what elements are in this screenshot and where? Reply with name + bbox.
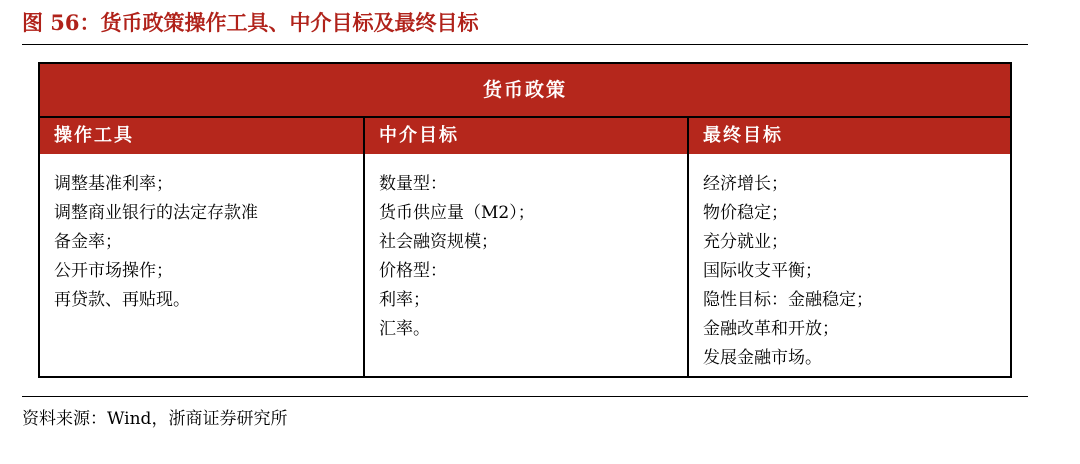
list-item: 再贷款、再贴现。 bbox=[54, 290, 190, 310]
figure-title: 图 56：货币政策操作工具、中介目标及最终目标 bbox=[22, 10, 479, 35]
list-item: 金融改革和开放； bbox=[703, 319, 839, 339]
list-item: 备金率； bbox=[54, 232, 122, 252]
column-header-tools: 操作工具 bbox=[40, 118, 363, 154]
source-rule bbox=[22, 396, 1028, 397]
list-item: 数量型： bbox=[379, 174, 447, 194]
list-item: 调整商业银行的法定存款准 bbox=[54, 203, 258, 223]
policy-table bbox=[38, 62, 1012, 378]
list-item: 充分就业； bbox=[703, 232, 788, 252]
list-item: 调整基准利率； bbox=[54, 174, 173, 194]
list-item: 发展金融市场。 bbox=[703, 348, 822, 368]
column-body-intermediate bbox=[365, 154, 687, 344]
list-item: 物价稳定； bbox=[703, 203, 788, 223]
list-item: 货币供应量（M2）； bbox=[379, 203, 535, 223]
column-body-final bbox=[689, 154, 1010, 373]
list-item: 利率； bbox=[379, 290, 430, 310]
column-header-intermediate: 中介目标 bbox=[365, 118, 687, 154]
list-item: 价格型： bbox=[379, 261, 447, 281]
list-item: 汇率。 bbox=[379, 319, 430, 339]
list-item: 隐性目标：金融稳定； bbox=[703, 290, 873, 310]
title-rule bbox=[22, 44, 1028, 45]
column-body-tools bbox=[40, 154, 363, 315]
list-item: 社会融资规模； bbox=[379, 232, 498, 252]
source-note: 资料来源：Wind，浙商证券研究所 bbox=[22, 409, 288, 429]
list-item: 国际收支平衡； bbox=[703, 261, 822, 281]
list-item: 公开市场操作； bbox=[54, 261, 173, 281]
list-item: 经济增长； bbox=[703, 174, 788, 194]
table-header-monetary-policy: 货币政策 bbox=[40, 64, 1010, 116]
column-header-final: 最终目标 bbox=[689, 118, 1010, 154]
